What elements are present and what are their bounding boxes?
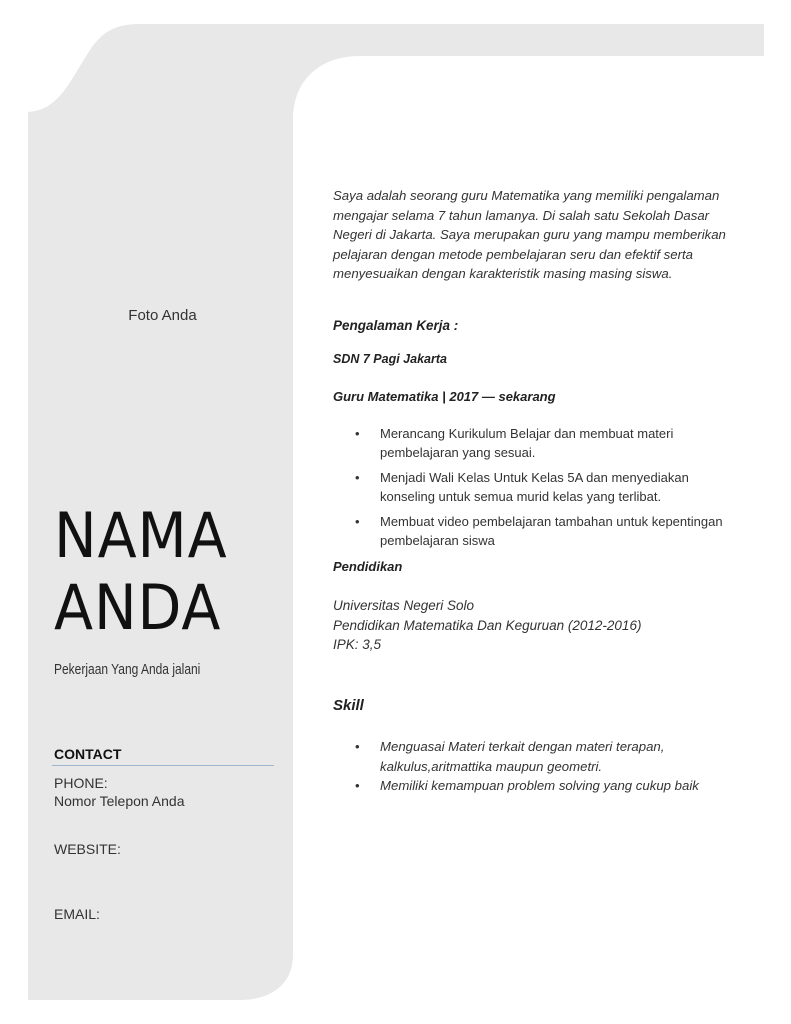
employer-text: SDN 7 Pagi Jakarta bbox=[333, 352, 447, 366]
bullet-text: Membuat video pembelajaran tambahan untuk kepentingan pembelajaran siswa bbox=[380, 514, 723, 548]
role-line bbox=[333, 389, 556, 404]
education-heading-text: Pendidikan bbox=[333, 559, 403, 574]
contact-divider bbox=[52, 765, 274, 766]
employer bbox=[333, 352, 447, 366]
bullet-text: Menjadi Wali Kelas Untuk Kelas 5A dan menyediakan konseling untuk semua murid kelas yang terlibat. bbox=[380, 470, 689, 504]
phone-value: Nomor Telepon Anda bbox=[54, 793, 185, 809]
experience-heading-text: Pengalaman Kerja : bbox=[333, 318, 459, 333]
experience-heading bbox=[333, 318, 458, 333]
education-heading bbox=[333, 559, 402, 574]
education-gpa: IPK: 3,5 bbox=[333, 637, 382, 652]
list-item bbox=[333, 468, 733, 506]
list-item bbox=[333, 737, 733, 776]
bullet-text: Memiliki kemampuan problem solving yang cukup baik bbox=[380, 778, 699, 793]
bullet-icon: • bbox=[355, 778, 360, 793]
skills-heading bbox=[333, 697, 364, 714]
education-details bbox=[333, 596, 641, 655]
job-title: Pekerjaan Yang Anda jalani bbox=[54, 661, 201, 678]
education-program: Pendidikan Matematika Dan Keguruan (2012-2016) bbox=[333, 617, 642, 633]
role-line-text: Guru Matematika | 2017 — sekarang bbox=[333, 389, 556, 404]
bullet-text: Merancang Kurikulum Belajar dan membuat materi pembelajaran yang sesuai. bbox=[380, 426, 674, 460]
name-line-1: NAMA bbox=[54, 499, 228, 572]
name-line-2: ANDA bbox=[54, 571, 222, 644]
photo-placeholder: Foto Anda bbox=[128, 307, 197, 324]
list-item bbox=[333, 512, 733, 550]
bullet-text: Menguasai Materi terkait dengan materi terapan, kalkulus,aritmattika maupun geometri. bbox=[380, 739, 665, 774]
bullet-icon: • bbox=[355, 514, 360, 529]
summary-block bbox=[333, 186, 733, 284]
email-label: EMAIL: bbox=[54, 906, 100, 922]
name-heading bbox=[54, 500, 228, 644]
list-item bbox=[333, 424, 733, 462]
skills-bullets bbox=[333, 737, 733, 796]
contact-heading: CONTACT bbox=[54, 746, 122, 762]
bullet-icon: • bbox=[355, 739, 360, 754]
education-school: Universitas Negeri Solo bbox=[333, 598, 475, 613]
bullet-icon: • bbox=[355, 470, 360, 485]
experience-bullets bbox=[333, 424, 733, 550]
phone-label: PHONE: bbox=[54, 775, 108, 791]
website-label: WEBSITE: bbox=[54, 841, 121, 857]
summary-text: Saya adalah seorang guru Matematika yang memiliki pengalaman mengajar selama 7 tahun lamanya. Di salah satu Sekolah Dasar Negeri di Jakarta. Saya merupakan guru yang mampu memberikan pelajaran dengan metode pembelajaran seru dan efektif serta menyesuaikan dengan karakteristik masing masing siswa. bbox=[333, 188, 726, 281]
skills-heading-text: Skill bbox=[333, 697, 364, 714]
bullet-icon: • bbox=[355, 426, 360, 441]
list-item bbox=[333, 776, 733, 796]
